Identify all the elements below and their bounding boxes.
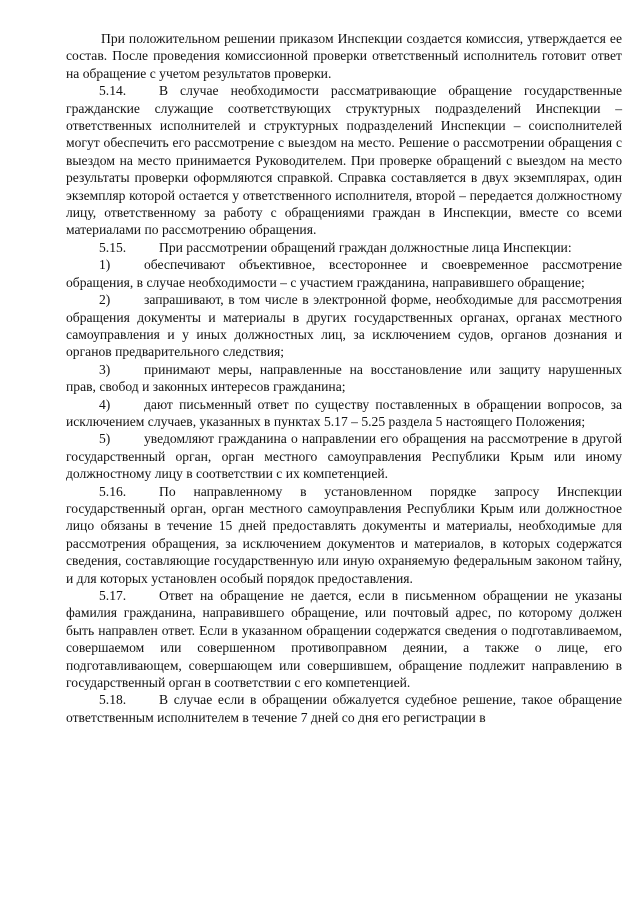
list-item-number: 4) xyxy=(99,396,111,412)
paragraph-5-17 xyxy=(66,587,622,691)
list-item-2 xyxy=(66,291,622,361)
paragraph-text: При положительном решении приказом Инспекции создается комиссия, утверждается ее состав. После проведения комиссионной проверки ответственный исполнитель готовит ответ на обращение с учетом результатов проверки. xyxy=(66,31,622,81)
paragraph-5-18 xyxy=(66,691,622,726)
document-page xyxy=(66,30,622,726)
list-item-1 xyxy=(66,256,622,291)
list-item-number: 3) xyxy=(99,361,111,377)
list-item-number: 1) xyxy=(99,257,111,273)
paragraph-number: 5.16. xyxy=(99,483,127,499)
list-item-text: уведомляют гражданина о направлении его обращения на рассмотрение в другой государственный орган, орган местного самоуправления Республики Крым или иному должностному лицу в соответствии с их компетенцией. xyxy=(66,431,622,482)
list-item-number: 5) xyxy=(99,431,111,447)
list-item-text: обеспечивают объективное, всестороннее и своевременное рассмотрение обращения, в случае необходимости – с участием гражданина, направившего обращение; xyxy=(66,257,622,290)
list-item-4 xyxy=(66,396,622,431)
paragraph-5-16 xyxy=(66,483,622,587)
list-item-text: запрашивают, в том числе в электронной форме, необходимые для рассмотрения обращения документы и материалы в других государственных органах, органах местного самоуправления и у иных должностных лиц, за исключением судов, органов дознания и органов предварительного следствия; xyxy=(66,292,622,360)
paragraph-number: 5.17. xyxy=(99,588,127,603)
paragraph-number: 5.18. xyxy=(99,692,127,708)
paragraph-text: При рассмотрении обращений граждан должностные лица Инспекции: xyxy=(159,239,572,255)
list-item-text: принимают меры, направленные на восстановление или защиту нарушенных прав, свобод и законных интересов гражданина; xyxy=(66,361,622,395)
paragraph-number: 5.15. xyxy=(99,239,127,255)
paragraph-text: По направленному в установленном порядке запросу Инспекции государственный орган, орган местного самоуправления Республики Крым или должностное лицо обязаны в течение 15 дней предоставлять документы и материалы, необходимые для рассмотрения обращения, за исключением документов и материалов, в которых содержатся сведения, составляющие государственную или иную охраняемую федеральным законом тайну, и для которых установлен особый порядок предоставления. xyxy=(66,483,622,586)
list-item-5 xyxy=(66,430,622,482)
paragraph-5-14 xyxy=(66,82,622,239)
list-item-3 xyxy=(66,361,622,396)
paragraph-intro xyxy=(66,30,622,82)
list-item-number: 2) xyxy=(99,292,111,308)
paragraph-text: В случае если в обращении обжалуется судебное решение, такое обращение ответственным исполнителем в течение 7 дней со дня его регистрации в xyxy=(66,692,622,725)
paragraph-number: 5.14. xyxy=(99,83,127,99)
list-item-text: дают письменный ответ по существу поставленных в обращении вопросов, за исключением случаев, указанных в пунктах 5.17 – 5.25 раздела 5 настоящего Положения; xyxy=(66,396,622,429)
paragraph-text: Ответ на обращение не дается, если в письменном обращении не указаны фамилия гражданина, направившего обращение, или почтовый адрес, по которому должен быть направлен ответ. Если в указанном обращении содержатся сведения о подготавливаемом, совершаемом или совершенном противоправном деянии, а также о лице, его подготавливающем, совершающем или совершившем, обращение подлежит направлению в государственный орган в соответствии с его компетенцией. xyxy=(66,588,622,691)
paragraph-5-15 xyxy=(66,239,622,256)
paragraph-text: В случае необходимости рассматривающие обращение государственные гражданские служащие соответствующих структурных подразделений Инспекции – ответственных исполнителей и структурных подразделений Инспекции – соисполнителей могут обеспечить его рассмотрение с выездом на место. Решение о рассмотрении обращения с выездом на место принимается Руководителем. При проверке обращений с выездом на место результаты проверки оформляются справкой. Справка составляется в двух экземплярах, один экземпляр которой остается у ответственного исполнителя, второй – передается должностному лицу, ответственному за работу с обращениями граждан в Инспекции, вместе со всеми материалами по рассмотрению обращения. xyxy=(66,83,622,238)
